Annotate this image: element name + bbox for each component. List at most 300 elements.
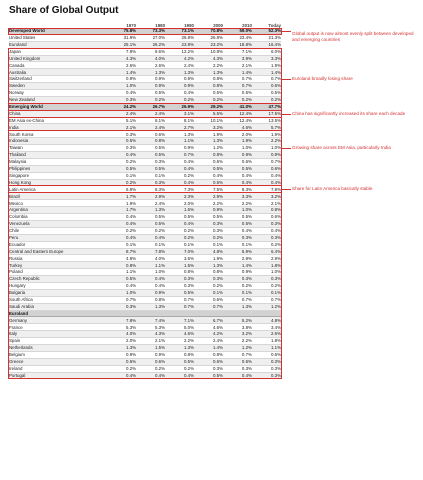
cell-value: 0.9% <box>223 152 252 159</box>
cell-value: 1.0% <box>223 145 252 152</box>
cell-value: 0.2% <box>194 234 223 241</box>
annotation-connector <box>281 79 291 80</box>
cell-value: 0.2% <box>165 227 194 234</box>
cell-value: 0.4% <box>136 372 165 379</box>
cell-value: 6.1% <box>136 117 165 124</box>
cell-value: 29.2% <box>194 103 223 110</box>
cell-value: 0.6% <box>252 214 281 221</box>
row-label: Sweden <box>9 83 107 90</box>
cell-value: 1.4% <box>223 262 252 269</box>
cell-value: 17.5% <box>252 110 281 117</box>
cell-value: 0.9% <box>165 76 194 83</box>
cell-value: 1.4% <box>194 344 223 351</box>
cell-value: 0.5% <box>136 152 165 159</box>
cell-value: 0.5% <box>107 165 136 172</box>
cell-value: 0.5% <box>165 289 194 296</box>
cell-value: 0.3% <box>107 96 136 103</box>
cell-value: 10.1% <box>194 117 223 124</box>
cell-value: 3.6% <box>165 255 194 262</box>
cell-value: 1.7% <box>107 193 136 200</box>
header-year: 1990 <box>184 22 194 28</box>
cell-value: 0.4% <box>107 282 136 289</box>
cell-value: 7.1% <box>165 317 194 324</box>
cell-value: 5.9% <box>223 248 252 255</box>
annotation-connector <box>281 114 291 115</box>
cell-value: 2.2% <box>194 62 223 69</box>
cell-value: 0.3% <box>194 220 223 227</box>
annotation-developed-vs-emerging: Global output is now almost evenly split between developed and emerging countries <box>292 31 414 43</box>
cell-value: 2.2% <box>194 200 223 207</box>
row-label: Hong Kong <box>9 179 107 186</box>
cell-value: 41.0% <box>223 103 252 110</box>
cell-value: 52.3% <box>252 28 281 34</box>
cell-value: 31.9% <box>107 34 136 41</box>
cell-value: 2.9% <box>194 193 223 200</box>
cell-value: 0.7% <box>252 296 281 303</box>
cell-value: 1.9% <box>252 131 281 138</box>
cell-value: 8.7% <box>107 248 136 255</box>
cell-value: 0.2% <box>107 179 136 186</box>
cell-value: 0.1% <box>107 241 136 248</box>
cell-value: 1.3% <box>194 69 223 76</box>
cell-value: 2.4% <box>165 62 194 69</box>
cell-value: 1.3% <box>194 262 223 269</box>
cell-value: 7.8% <box>252 186 281 193</box>
cell-value: 0.2% <box>252 96 281 103</box>
cell-value: 0.1% <box>107 172 136 179</box>
cell-value: 0.1% <box>194 289 223 296</box>
cell-value: 2.9% <box>136 193 165 200</box>
cell-value: 6.4% <box>252 248 281 255</box>
cell-value: 16.4% <box>252 41 281 48</box>
cell-value: 0.3% <box>107 145 136 152</box>
cell-value: 1.3% <box>194 138 223 145</box>
row-label: United States <box>9 34 107 41</box>
cell-value: 0.9% <box>165 83 194 90</box>
cell-value: 2.4% <box>136 200 165 207</box>
cell-value: 21.3% <box>252 34 281 41</box>
row-label: Netherlands <box>9 344 107 351</box>
cell-value: 0.4% <box>165 90 194 97</box>
cell-value: 0.5% <box>136 220 165 227</box>
cell-value: 0.3% <box>223 234 252 241</box>
row-label: Emerging World <box>9 103 107 110</box>
cell-value: 3.8% <box>223 324 252 331</box>
cell-value: 2.2% <box>252 138 281 145</box>
cell-value: 1.4% <box>223 69 252 76</box>
cell-value: 0.4% <box>223 227 252 234</box>
cell-value: 1.0% <box>107 289 136 296</box>
cell-value: 0.7% <box>107 296 136 303</box>
cell-value: 0.5% <box>194 372 223 379</box>
cell-value: 0.2% <box>136 96 165 103</box>
cell-value: 1.2% <box>194 145 223 152</box>
cell-value: 2.1% <box>107 124 136 131</box>
cell-value: 12.4% <box>223 117 252 124</box>
annotation-em-asia: Growing share across EM Asia, particularly India <box>292 145 391 151</box>
annotation-china: China has significantly increased its share each decade <box>292 110 406 116</box>
cell-value: 6.7% <box>194 317 223 324</box>
header-year: 1980 <box>155 22 166 28</box>
cell-value: 0.2% <box>223 96 252 103</box>
cell-value: 0.5% <box>194 165 223 172</box>
cell-value: 1.4% <box>107 69 136 76</box>
cell-value: 0.7% <box>223 83 252 90</box>
cell-value: 4.6% <box>194 324 223 331</box>
cell-value: 2.1% <box>136 338 165 345</box>
annotation-connector <box>281 31 291 32</box>
cell-value: 5.2% <box>223 317 252 324</box>
cell-value: 5.7% <box>252 124 281 131</box>
cell-value: 0.4% <box>252 172 281 179</box>
cell-value: 0.4% <box>107 220 136 227</box>
cell-value: 5.0% <box>165 324 194 331</box>
highlight-developed-world <box>8 28 282 35</box>
cell-value: 0.2% <box>107 158 136 165</box>
cell-value: 0.3% <box>252 358 281 365</box>
cell-value: 59.0% <box>223 28 252 34</box>
cell-value: 2.6% <box>252 331 281 338</box>
cell-value: 7.1% <box>223 48 252 55</box>
cell-value: 3.3% <box>223 193 252 200</box>
row-label: Russia <box>9 255 107 262</box>
cell-value: 0.9% <box>107 76 136 83</box>
cell-value: 23.4% <box>223 34 252 41</box>
cell-value: 2.4% <box>107 110 136 117</box>
cell-value: 5.3% <box>107 324 136 331</box>
cell-value: 3.4% <box>252 324 281 331</box>
cell-value: 0.7% <box>252 76 281 83</box>
cell-value: 0.9% <box>136 351 165 358</box>
table-row <box>9 34 281 41</box>
cell-value: 0.8% <box>194 76 223 83</box>
cell-value: 2.2% <box>223 338 252 345</box>
cell-value: 2.9% <box>223 255 252 262</box>
cell-value: 0.4% <box>165 158 194 165</box>
row-label: Taiwan <box>9 145 107 152</box>
cell-value: 10.8% <box>194 48 223 55</box>
cell-value: 0.3% <box>252 372 281 379</box>
row-label: Brazil <box>9 193 107 200</box>
page-title: Share of Global Output <box>9 5 119 16</box>
cell-value: 75.8% <box>107 28 136 34</box>
cell-value: 2.0% <box>107 338 136 345</box>
cell-value: 0.7% <box>165 152 194 159</box>
cell-value: 18.8% <box>223 41 252 48</box>
cell-value: 1.9% <box>194 131 223 138</box>
cell-value: 1.3% <box>165 344 194 351</box>
cell-value: 0.5% <box>223 165 252 172</box>
cell-value: 23.2% <box>194 41 223 48</box>
cell-value: 47.7% <box>252 103 281 110</box>
cell-value: 0.3% <box>136 158 165 165</box>
cell-value: 0.4% <box>252 179 281 186</box>
annotation-connector <box>281 189 291 190</box>
cell-value: 0.1% <box>194 241 223 248</box>
cell-value: 25.1% <box>107 41 136 48</box>
cell-value: 0.4% <box>107 234 136 241</box>
cell-value: 0.1% <box>136 172 165 179</box>
cell-value: 0.6% <box>136 358 165 365</box>
cell-value: 0.3% <box>194 276 223 283</box>
row-label: Mexico <box>9 200 107 207</box>
header-year: 1970 <box>126 22 137 28</box>
cell-value: 12.2% <box>165 48 194 55</box>
row-label: Venezuela <box>9 220 107 227</box>
cell-value: 4.3% <box>194 55 223 62</box>
row-label: Indonesia <box>9 138 107 145</box>
cell-value: 0.5% <box>136 145 165 152</box>
cell-value: 1.9% <box>107 200 136 207</box>
row-label: Germany <box>9 317 107 324</box>
cell-value: 0.8% <box>194 152 223 159</box>
header-year: 2010 <box>242 22 252 28</box>
cell-value: 0.9% <box>165 145 194 152</box>
cell-value: 0.4% <box>107 152 136 159</box>
cell-value: 0.4% <box>165 179 194 186</box>
cell-value: 0.6% <box>252 351 281 358</box>
cell-value: 1.1% <box>165 138 194 145</box>
annotation-euroland: Euroland broadly losing share <box>292 76 353 82</box>
row-label: Peru <box>9 234 107 241</box>
cell-value: 3.2% <box>223 331 252 338</box>
cell-value: 0.3% <box>223 276 252 283</box>
cell-value: 13.5% <box>252 117 281 124</box>
cell-value: 0.2% <box>194 96 223 103</box>
annotation-latin-america: Share for Latin America basically stable <box>292 186 373 192</box>
row-label: China <box>9 110 107 117</box>
cell-value: 0.8% <box>165 269 194 276</box>
cell-value: 0.4% <box>165 165 194 172</box>
row-label: Czech Republic <box>9 276 107 283</box>
cell-value: 0.6% <box>252 165 281 172</box>
cell-value: 26.8% <box>194 34 223 41</box>
row-label: Turkey <box>9 262 107 269</box>
cell-value: 0.3% <box>107 131 136 138</box>
cell-value: 4.9% <box>107 255 136 262</box>
cell-value: 2.1% <box>252 200 281 207</box>
cell-value: 0.4% <box>194 172 223 179</box>
row-label: South Korea <box>9 131 107 138</box>
cell-value: 2.0% <box>223 131 252 138</box>
row-label: Greece <box>9 358 107 365</box>
cell-value: 1.3% <box>136 207 165 214</box>
cell-value: 0.5% <box>136 214 165 221</box>
row-label: Spain <box>9 338 107 345</box>
cell-value: 0.2% <box>136 227 165 234</box>
row-label: Hungary <box>9 282 107 289</box>
row-label: Euroland <box>9 310 107 317</box>
cell-value: 6.9% <box>107 186 136 193</box>
row-label: Thailand <box>9 152 107 159</box>
cell-value: 1.5% <box>165 207 194 214</box>
row-label: Colombia <box>9 214 107 221</box>
cell-value: 0.4% <box>165 220 194 227</box>
cell-value: 2.2% <box>165 338 194 345</box>
cell-value: 4.0% <box>136 55 165 62</box>
cell-value: 0.8% <box>194 351 223 358</box>
row-label: Poland <box>9 269 107 276</box>
cell-value: 0.4% <box>136 276 165 283</box>
cell-value: 0.6% <box>223 158 252 165</box>
cell-value: 0.3% <box>194 365 223 372</box>
cell-value: 0.3% <box>165 282 194 289</box>
cell-value: 2.4% <box>136 110 165 117</box>
cell-value: 0.5% <box>223 358 252 365</box>
cell-value: 2.6% <box>136 62 165 69</box>
cell-value: 2.4% <box>194 338 223 345</box>
row-label: Central and Eastern Europe <box>9 248 107 255</box>
cell-value: 0.4% <box>165 372 194 379</box>
cell-value: 0.5% <box>194 214 223 221</box>
row-label: Developed World <box>9 28 107 34</box>
cell-value: 0.1% <box>223 289 252 296</box>
cell-value: 0.7% <box>165 296 194 303</box>
cell-value: 1.2% <box>223 344 252 351</box>
cell-value: 1.3% <box>165 131 194 138</box>
cell-value: 0.5% <box>194 179 223 186</box>
cell-value: 2.2% <box>223 200 252 207</box>
cell-value: 0.4% <box>223 179 252 186</box>
cell-value: 2.0% <box>165 200 194 207</box>
cell-value: 7.8% <box>107 317 136 324</box>
cell-value: 0.2% <box>165 172 194 179</box>
cell-value: 0.9% <box>194 207 223 214</box>
cell-value: 0.8% <box>194 83 223 90</box>
cell-value: 1.1% <box>252 344 281 351</box>
cell-value: 0.9% <box>136 289 165 296</box>
row-label: South Africa <box>9 296 107 303</box>
cell-value: 6.0% <box>252 48 281 55</box>
cell-value: 4.0% <box>136 255 165 262</box>
row-label: Belgium <box>9 351 107 358</box>
cell-value: 0.8% <box>136 296 165 303</box>
cell-value: 1.0% <box>252 145 281 152</box>
cell-value: 0.3% <box>252 365 281 372</box>
cell-value: 0.2% <box>107 227 136 234</box>
cell-value: 0.4% <box>107 372 136 379</box>
cell-value: 70.8% <box>194 28 223 34</box>
cell-value: 1.7% <box>107 207 136 214</box>
cell-value: 3.2% <box>252 193 281 200</box>
cell-value: 26.7% <box>136 103 165 110</box>
cell-value: 1.1% <box>107 269 136 276</box>
cell-value: 0.6% <box>252 83 281 90</box>
cell-value: 0.2% <box>165 234 194 241</box>
cell-value: 24.2% <box>107 103 136 110</box>
cell-value: 0.9% <box>136 76 165 83</box>
cell-value: 0.5% <box>136 90 165 97</box>
cell-value: 1.4% <box>252 69 281 76</box>
cell-value: 1.0% <box>223 207 252 214</box>
cell-value: 4.8% <box>252 317 281 324</box>
row-label: Canada <box>9 62 107 69</box>
cell-value: 7.8% <box>107 48 136 55</box>
cell-value: 0.5% <box>252 90 281 97</box>
cell-value: 1.3% <box>136 69 165 76</box>
cell-value: 0.8% <box>107 262 136 269</box>
cell-value: 5.5% <box>194 110 223 117</box>
cell-value: 27.0% <box>136 34 165 41</box>
cell-value: 26.8% <box>165 34 194 41</box>
cell-value: 4.6% <box>165 331 194 338</box>
cell-value: 0.5% <box>223 90 252 97</box>
cell-value: 1.3% <box>165 69 194 76</box>
row-label: India <box>9 124 107 131</box>
cell-value: 4.3% <box>107 55 136 62</box>
row-label: Italy <box>9 331 107 338</box>
cell-value: 0.3% <box>165 276 194 283</box>
cell-value: 4.6% <box>223 124 252 131</box>
row-label: Philippines <box>9 165 107 172</box>
row-label: United Kingdom <box>9 55 107 62</box>
cell-value: 23.8% <box>165 41 194 48</box>
cell-value: 0.1% <box>252 289 281 296</box>
cell-value: 0.2% <box>223 282 252 289</box>
cell-value: 0.1% <box>223 241 252 248</box>
cell-value: 0.4% <box>223 172 252 179</box>
cell-value: 0.6% <box>194 296 223 303</box>
cell-value: 4.8% <box>194 248 223 255</box>
cell-value: 1.8% <box>252 262 281 269</box>
cell-value: 12.4% <box>223 110 252 117</box>
cell-value: 0.4% <box>107 214 136 221</box>
cell-value: 0.7% <box>165 303 194 310</box>
cell-value: 0.3% <box>223 365 252 372</box>
cell-value: 73.3% <box>136 28 165 34</box>
cell-value: 1.9% <box>252 62 281 69</box>
cell-value: 1.9% <box>223 138 252 145</box>
cell-value: 0.2% <box>194 282 223 289</box>
cell-value: 8.3% <box>223 186 252 193</box>
cell-value: 0.5% <box>165 214 194 221</box>
cell-value: 0.5% <box>136 165 165 172</box>
row-label: Norway <box>9 90 107 97</box>
row-label: Bulgaria <box>9 289 107 296</box>
cell-value: 0.6% <box>194 358 223 365</box>
row-label: Latin America <box>9 186 107 193</box>
cell-value: 2.1% <box>223 62 252 69</box>
cell-value: 0.3% <box>107 303 136 310</box>
cell-value: 0.4% <box>223 372 252 379</box>
cell-value: 4.0% <box>107 331 136 338</box>
cell-value: 0.6% <box>107 358 136 365</box>
cell-value: 0.8% <box>136 138 165 145</box>
cell-value: 0.2% <box>165 365 194 372</box>
cell-value: 8.3% <box>136 186 165 193</box>
cell-value: 0.7% <box>194 303 223 310</box>
cell-value: 1.1% <box>136 262 165 269</box>
cell-value: 3.9% <box>223 55 252 62</box>
cell-value: 0.9% <box>223 269 252 276</box>
cell-value: 3.1% <box>165 110 194 117</box>
cell-value: 0.2% <box>107 365 136 372</box>
row-label: Switzerland <box>9 76 107 83</box>
cell-value: 1.0% <box>107 83 136 90</box>
row-label: New Zealand <box>9 96 107 103</box>
row-label: Chile <box>9 227 107 234</box>
cell-value: 0.7% <box>223 296 252 303</box>
cell-value: 0.3% <box>136 179 165 186</box>
annotation-connector <box>281 148 291 149</box>
cell-value: 0.5% <box>194 90 223 97</box>
cell-value: 4.2% <box>165 55 194 62</box>
cell-value: 26.2% <box>136 41 165 48</box>
cell-value: 0.2% <box>136 365 165 372</box>
cell-value: 9.6% <box>136 48 165 55</box>
cell-value: 7.3% <box>165 186 194 193</box>
cell-value: 0.5% <box>107 276 136 283</box>
